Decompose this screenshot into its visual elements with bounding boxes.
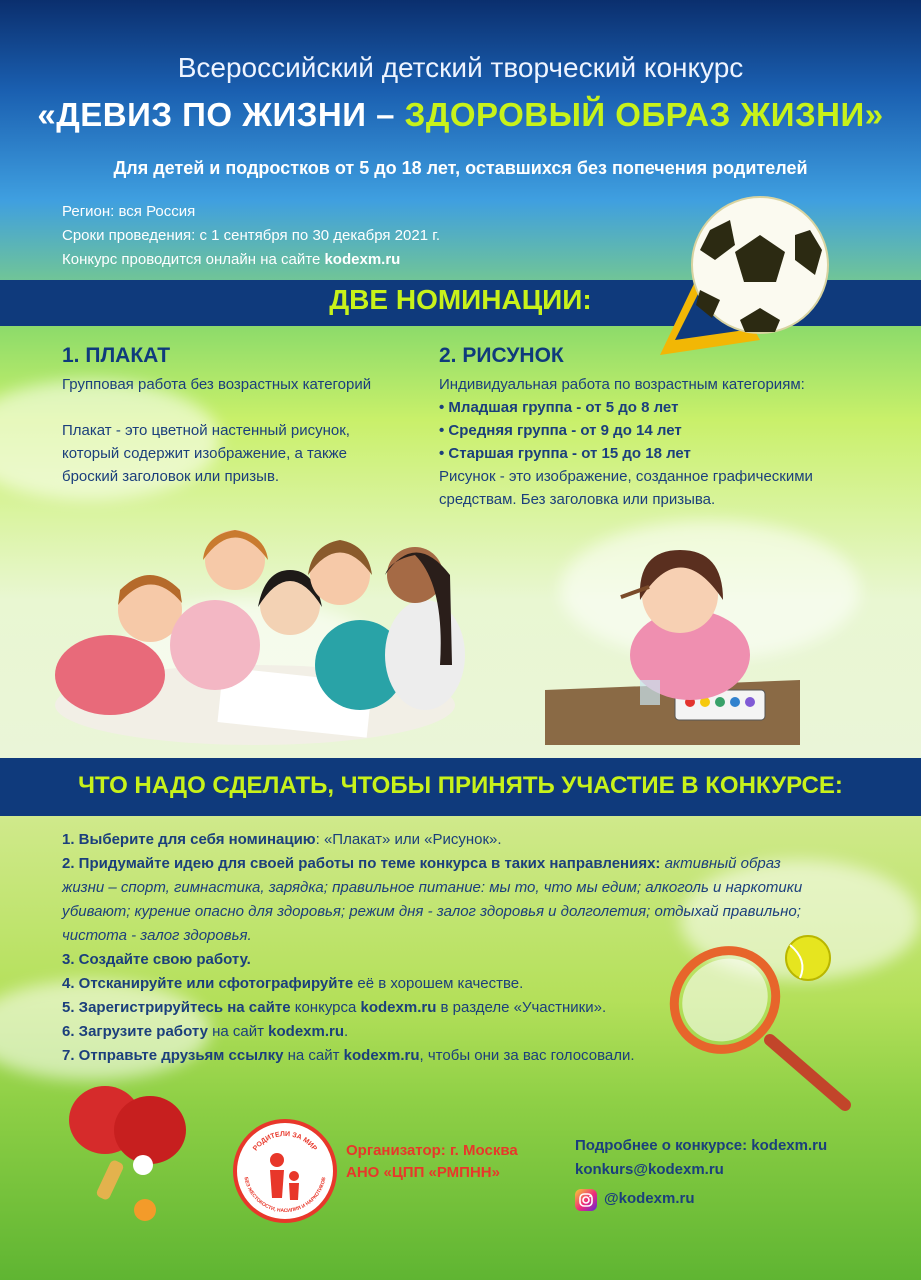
- water-glass: [640, 680, 660, 705]
- poster-desc1: Плакат - это цветной настенный рисунок,: [62, 422, 350, 439]
- organizer-logo: [232, 1118, 338, 1224]
- step-6-text: на сайт: [207, 1023, 269, 1040]
- step-2-line2-text: жизни – спорт, гимнастика, зарядка; правильное питание: мы то, что мы едим; алкоголь и наркотики: [62, 879, 803, 896]
- kid-body: [385, 600, 465, 710]
- paint: [730, 697, 740, 707]
- logo-child-head: [289, 1171, 299, 1181]
- step-6-site-link[interactable]: kodexm.ru: [268, 1023, 345, 1040]
- age-group-middle: • Средняя группа - от 9 до 14 лет: [439, 422, 682, 439]
- step-6-bold: 6. Загрузите работу: [62, 1023, 208, 1040]
- step-5-text: конкурса: [290, 999, 361, 1016]
- info-online-site[interactable]: kodexm.ru: [324, 251, 401, 268]
- motto-prefix: «ДЕВИЗ ПО ЖИЗНИ –: [37, 96, 405, 133]
- step-3-bold: 3. Создайте свою работу.: [62, 951, 251, 968]
- drawing-desc1: Рисунок - это изображение, созданное графическими: [439, 468, 813, 485]
- poster-desc2: который содержит изображение, а также: [62, 445, 347, 462]
- contest-title: Всероссийский детский творческий конкурс: [177, 52, 744, 83]
- step-4-bold: 4. Отсканируйте или сфотографируйте: [62, 975, 354, 992]
- step-2-bold: 2. Придумайте идею для своей работы по теме конкурса в таких направлениях:: [62, 855, 661, 872]
- kid-body: [170, 600, 260, 690]
- drawing-heading: 2. РИСУНОК: [439, 344, 564, 367]
- step-7-site-link[interactable]: kodexm.ru: [343, 1047, 420, 1064]
- children-group-illustration: [40, 515, 470, 745]
- email-link[interactable]: konkurs@kodexm.ru: [575, 1161, 724, 1178]
- paint: [745, 697, 755, 707]
- step-5-text-end: в разделе «Участники».: [436, 999, 607, 1016]
- instagram-handle[interactable]: @kodexm.ru: [604, 1190, 695, 1207]
- logo-figure-head: [270, 1153, 284, 1167]
- step-1-bold: 1. Выберите для себя номинацию: [62, 831, 316, 848]
- step-2-line3: [62, 900, 862, 924]
- organizer-line2: АНО «ЦПП «РМПНН»: [346, 1164, 500, 1181]
- step-2-line2: [62, 876, 862, 900]
- logo-figure-body: [270, 1170, 284, 1198]
- motto-accent: ЗДОРОВЫЙ ОБРАЗ ЖИЗНИ»: [404, 96, 884, 133]
- poster-heading: 1. ПЛАКАТ: [62, 344, 171, 367]
- step-2-line4-text: чистота - залог здоровья.: [62, 927, 252, 944]
- poster-description: [62, 373, 422, 488]
- info-dates: Сроки проведения: с 1 сентября по 30 декабря 2021 г.: [62, 227, 441, 244]
- more-info-link[interactable]: Подробнее о конкурсе: kodexm.ru: [575, 1137, 828, 1154]
- step-7-text: на сайт: [283, 1047, 344, 1064]
- step-7-bold: 7. Отправьте друзьям ссылку: [62, 1047, 284, 1064]
- poster-desc3: броский заголовок или призыв.: [62, 468, 280, 485]
- paddle-red-2: [114, 1096, 186, 1164]
- contest-subtitle: Для детей и подростков от 5 до 18 лет, оставшихся без попечения родителей: [113, 158, 808, 178]
- racket-handle: [770, 1040, 845, 1105]
- poster-line1: Групповая работа без возрастных категорий: [62, 376, 372, 393]
- instagram-icon[interactable]: [575, 1189, 597, 1211]
- kid-body: [55, 635, 165, 715]
- soccer-ball-icon: [650, 190, 840, 365]
- drawing-description: [439, 373, 879, 511]
- step-5-site-link[interactable]: kodexm.ru: [360, 999, 437, 1016]
- steps-title: ЧТО НАДО СДЕЛАТЬ, ЧТОБЫ ПРИНЯТЬ УЧАСТИЕ В КОНКУРСЕ:: [78, 772, 843, 799]
- logo-child-body: [289, 1183, 299, 1200]
- paddle-handle: [95, 1159, 125, 1201]
- step-2: [62, 852, 862, 876]
- ping-pong-ball-orange: [134, 1199, 156, 1221]
- logo-text-top: РОДИТЕЛИ ЗА МИР: [252, 1130, 318, 1153]
- contest-info: [62, 200, 440, 272]
- ping-pong-icon: [65, 1080, 205, 1230]
- age-group-senior: • Старшая группа - от 15 до 18 лет: [439, 445, 691, 462]
- step-2-line3-text: убивают; курение опасно для здоровья; режим дня - залог здоровья и долголетия; отдыхай правильно;: [62, 903, 801, 920]
- step-1: [62, 828, 862, 852]
- step-4-text: её в хорошем качестве.: [353, 975, 524, 992]
- step-5-bold: 5. Зарегистрируйтесь на сайте: [62, 999, 291, 1016]
- step-6-text-end: .: [344, 1023, 349, 1040]
- info-online: [62, 248, 440, 272]
- drawing-line1: Индивидуальная работа по возрастным категориям:: [439, 376, 805, 393]
- tennis-ball-icon: [786, 936, 830, 980]
- age-group-junior: • Младшая группа - от 5 до 8 лет: [439, 399, 679, 416]
- tennis-racket-icon: [660, 930, 860, 1115]
- instagram-glyph: [575, 1189, 597, 1211]
- organizer-info: [346, 1140, 518, 1184]
- drawing-desc2: средствам. Без заголовка или призыва.: [439, 491, 716, 508]
- step-7-text-end: , чтобы они за вас голосовали.: [419, 1047, 635, 1064]
- contest-motto: [0, 96, 921, 134]
- info-online-text: Конкурс проводится онлайн на сайте: [62, 251, 325, 268]
- info-region: Регион: вся Россия: [62, 203, 196, 220]
- paint: [715, 697, 725, 707]
- ping-pong-ball: [133, 1155, 153, 1175]
- step-1-text: : «Плакат» или «Рисунок».: [315, 831, 502, 848]
- logo-text-bottom: БЕЗ ЖЕСТОКОСТИ, НАСИЛИЯ И НАРКОТИКОВ: [242, 1176, 328, 1215]
- step-2-text: активный образ: [660, 855, 781, 872]
- organizer-line1: Организатор: г. Москва: [346, 1142, 518, 1159]
- girl-drawing-illustration: [545, 530, 800, 745]
- contacts: [575, 1134, 827, 1182]
- nominations-title: ДВЕ НОМИНАЦИИ:: [329, 284, 592, 315]
